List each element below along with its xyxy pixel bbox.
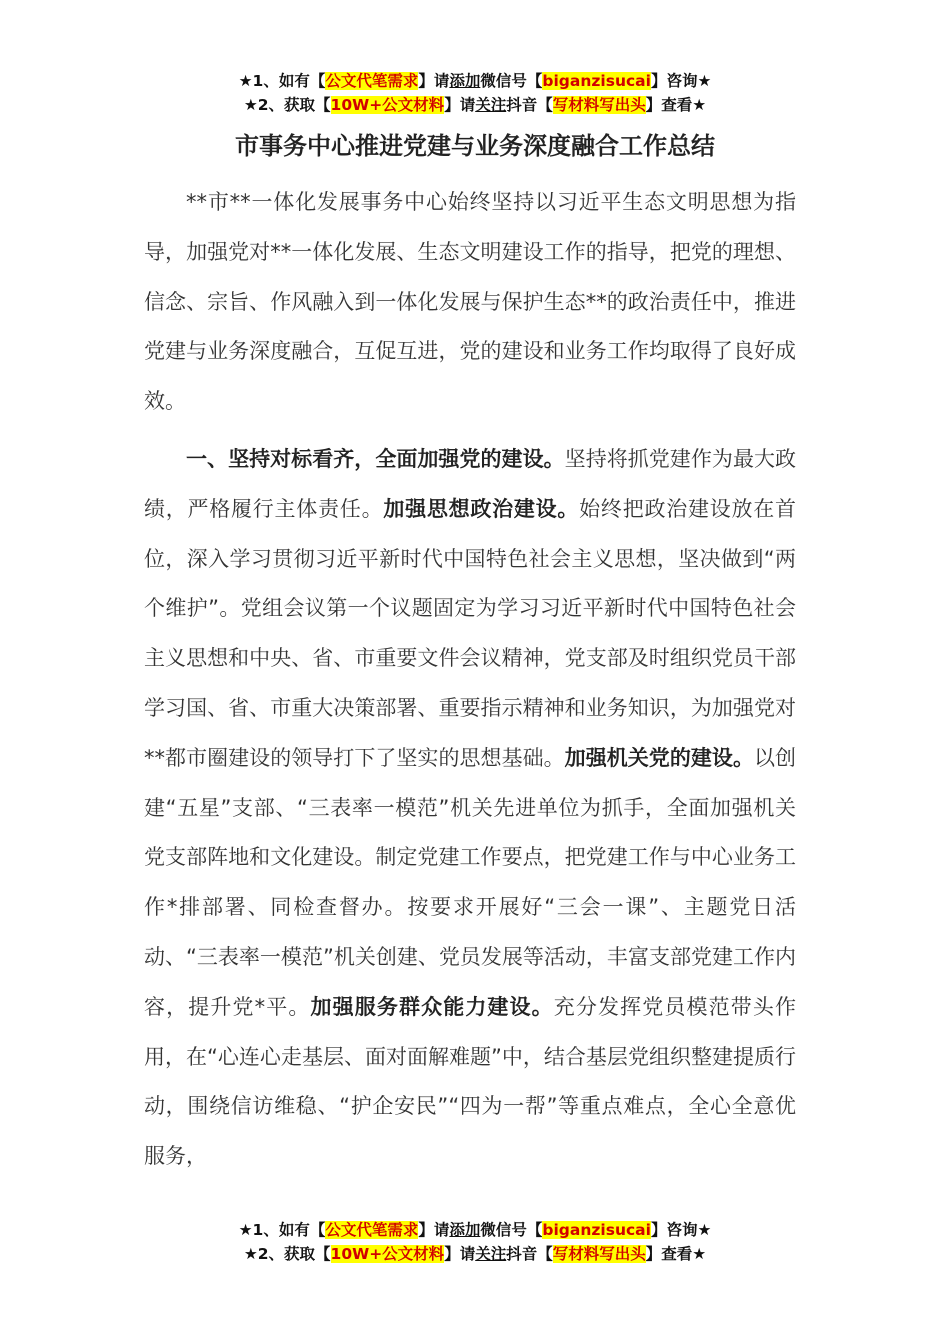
promo-line-1 (0, 1218, 950, 1242)
promo-highlight: 10W+公文材料 (330, 96, 445, 114)
promo-text: ★2、获取【 (243, 1245, 331, 1263)
promo-wechat-id: biganzisucai (542, 1221, 651, 1239)
promo-banner-bottom (0, 1218, 950, 1266)
subheading: 加强服务群众能力建设。 (310, 994, 554, 1019)
paragraph-text: 始终把政治建设放在首位，深入学习贯彻习近平新时代中国特色社会主义思想，坚决做到“两个维护”。党组会议第一个议题固定为学习习近平新时代中国特色社会主义思想和中央、省、市重要文件会议精神，党支部及时组织党员干部学习国、省、市重大决策部署、重要指示精神和业务知识，为加强党对**都市圈建设的领导打下了坚实的思想基础。 (144, 496, 796, 770)
document-body (144, 178, 796, 1182)
promo-underline: 添加 (449, 1221, 481, 1239)
section-1-paragraph (144, 435, 796, 1182)
document-title: 市事务中心推进党建与业务深度融合工作总结 (235, 132, 715, 160)
promo-text: ★2、获取【 (243, 96, 331, 114)
promo-line-2 (0, 1242, 950, 1266)
paragraph-text: 以创建“五星”支部、“三表率一模范”机关先进单位为抓手，全面加强机关党支部阵地和文化建设。制定党建工作要点，把党建工作与中心业务工作*排部署、同检查督办。按要求开展好“三会一课”、主题党日活动、“三表率一模范”机关创建、党员发展等活动，丰富支部党建工作内容，提升党*平。 (144, 745, 797, 1019)
promo-text: 】请 (418, 1221, 450, 1239)
promo-text: 】请 (418, 72, 450, 90)
promo-text: 微信号【 (480, 72, 543, 90)
promo-text: 】查看★ (645, 96, 707, 114)
promo-text: 】咨询★ (650, 1221, 712, 1239)
promo-underline: 关注 (475, 1245, 507, 1263)
paragraph-text: 坚持将抓党建作为最大政绩，严格履行主体责任。 (144, 446, 797, 521)
subheading: 加强机关党的建设。 (564, 745, 754, 770)
promo-douyin-account: 写材料写出头 (552, 1245, 646, 1263)
promo-text: ★1、如有【 (238, 1221, 326, 1239)
promo-douyin-account: 写材料写出头 (552, 96, 646, 114)
promo-text: 微信号【 (480, 1221, 543, 1239)
promo-text: ★1、如有【 (238, 72, 326, 90)
promo-text: 】咨询★ (650, 72, 712, 90)
promo-text: 】请 (444, 96, 476, 114)
promo-line-1 (0, 69, 950, 93)
paragraph-text: 充分发挥党员模范带头作用，在“心连心走基层、面对面解难题”中，结合基层党组织整建提质行动，围绕信访维稳、“护企安民”“四为一帮”等重点难点，全心全意优服务， (144, 994, 797, 1169)
promo-line-2 (0, 93, 950, 117)
promo-highlight: 公文代笔需求 (325, 72, 419, 90)
promo-underline: 添加 (449, 72, 481, 90)
promo-highlight: 公文代笔需求 (325, 1221, 419, 1239)
promo-underline: 关注 (475, 96, 507, 114)
promo-text: 抖音【 (506, 96, 553, 114)
promo-text: 抖音【 (506, 1245, 553, 1263)
promo-banner-top (0, 69, 950, 117)
subheading: 加强思想政治建设。 (383, 496, 580, 521)
promo-text: 】请 (444, 1245, 476, 1263)
section-heading: 一、坚持对标看齐，全面加强党的建设。 (186, 446, 565, 471)
promo-text: 】查看★ (645, 1245, 707, 1263)
intro-paragraph: **市**一体化发展事务中心始终坚持以习近平生态文明思想为指导，加强党对**一体化发展、生态文明建设工作的指导，把党的理想、信念、宗旨、作风融入到一体化发展与保护生态**的政治责任中，推进党建与业务深度融合，互促互进，党的建设和业务工作均取得了良好成效。 (144, 190, 796, 414)
promo-wechat-id: biganzisucai (542, 72, 651, 90)
promo-highlight: 10W+公文材料 (330, 1245, 445, 1263)
